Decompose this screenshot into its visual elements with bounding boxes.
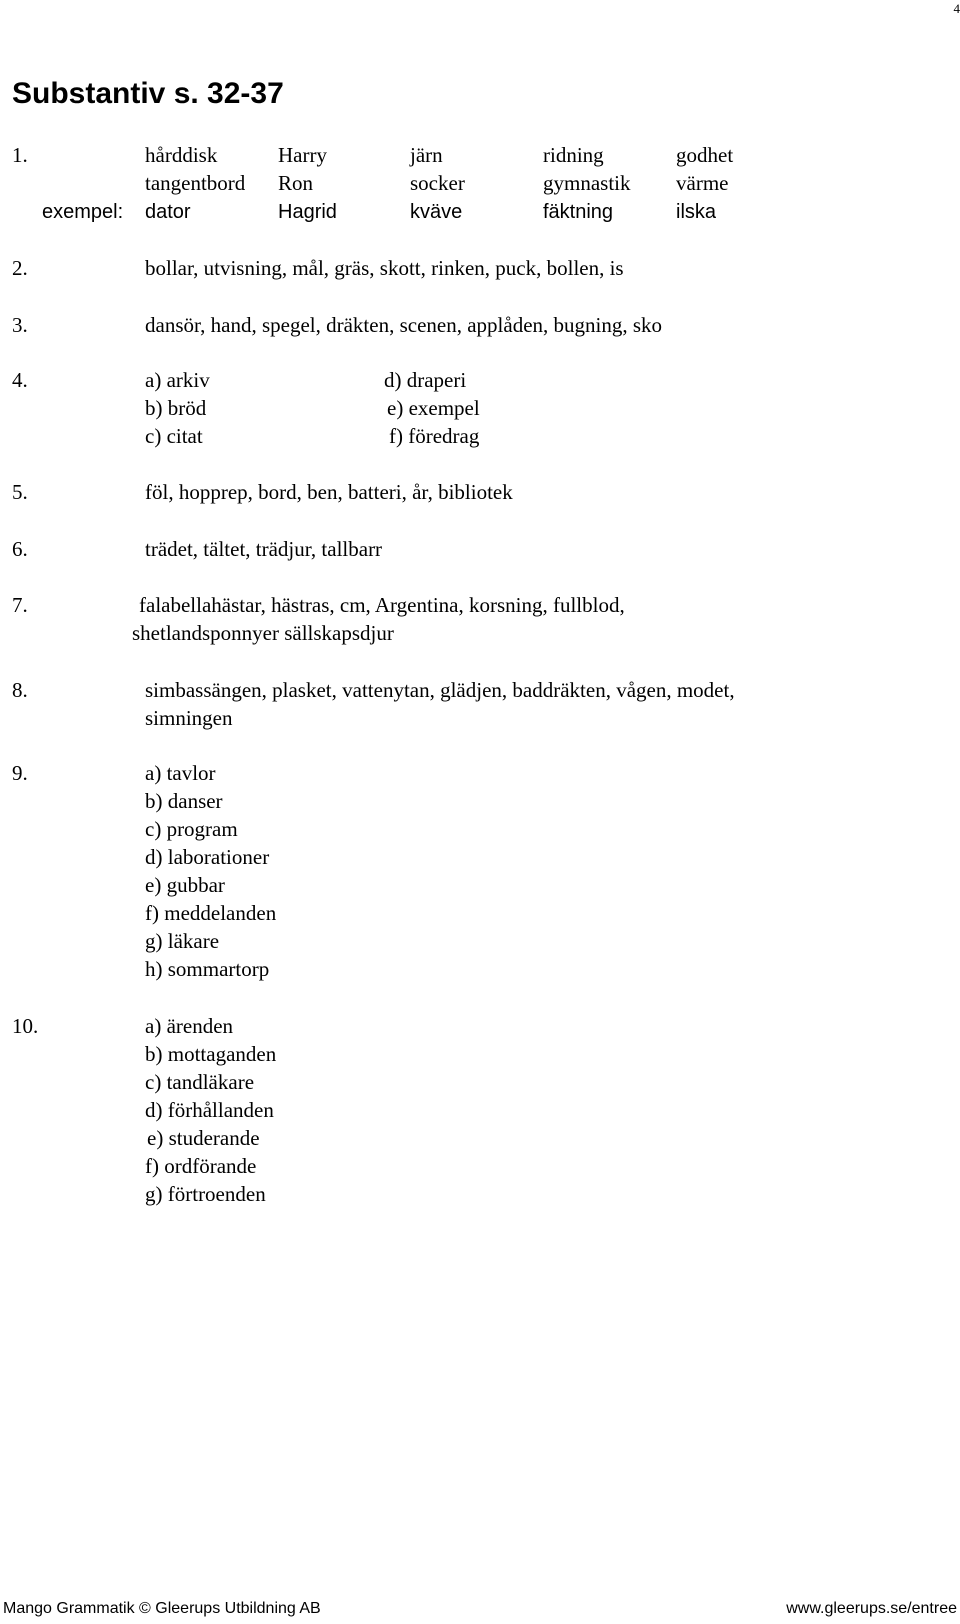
q1-example-word: dator [145,201,191,223]
q1-example-word: Hagrid [278,201,337,223]
q7-answer-line: falabellahästar, hästras, cm, Argentina, korsning, fullblod, [139,593,625,617]
q1-word: Ron [278,171,314,195]
q6-number: 6. [12,537,28,561]
footer-url: www.gleerups.se/entree [786,1600,957,1617]
q10-item: a) ärenden [145,1014,234,1038]
page-title: Substantiv s. 32-37 [12,77,284,110]
q9-number: 9. [12,761,28,785]
q7-number: 7. [12,593,28,617]
q2-number: 2. [12,256,28,280]
q9-item: a) tavlor [145,761,216,785]
q1-example-word: ilska [676,201,717,223]
q1-example-word: fäktning [543,201,614,223]
q3-answer: dansör, hand, spegel, dräkten, scenen, applåden, bugning, sko [145,313,663,337]
q4-number: 4. [12,368,28,392]
q1-word: järn [410,143,443,167]
q4-item: e) exempel [387,396,480,420]
footer-copyright: Mango Grammatik © Gleerups Utbildning AB [3,1600,321,1617]
q9-item: d) laborationer [145,845,270,869]
q10-item: d) förhållanden [145,1098,274,1122]
q10-item: f) ordförande [145,1154,257,1178]
q9-item: g) läkare [145,929,220,953]
q1-word: godhet [676,143,734,167]
q2-answer: bollar, utvisning, mål, gräs, skott, rinken, puck, bollen, is [145,256,624,280]
q1-word: värme [676,171,729,195]
q10-number: 10. [12,1014,39,1038]
q8-answer-line: simningen [145,706,233,730]
page-number: 4 [953,1,960,16]
q4-item: d) draperi [384,368,467,392]
q10-item: c) tandläkare [145,1070,255,1094]
q4-item: f) föredrag [389,424,480,448]
q1-example-word: kväve [410,201,463,223]
q1-example-label: exempel: [42,201,124,223]
q4-item: a) arkiv [145,368,210,392]
q1-word: socker [410,171,465,195]
q8-answer-line: simbassängen, plasket, vattenytan, glädjen, baddräkten, vågen, modet, [145,678,735,702]
q10-item: g) förtroenden [145,1182,266,1206]
q6-answer: trädet, tältet, trädjur, tallbarr [145,537,383,561]
q1-number: 1. [12,143,28,167]
q9-item: f) meddelanden [145,901,277,925]
q9-item: b) danser [145,789,223,813]
q5-number: 5. [12,480,28,504]
q4-item: c) citat [145,424,203,448]
q10-item: b) mottaganden [145,1042,277,1066]
q10-item: e) studerande [147,1126,260,1150]
q3-number: 3. [12,313,28,337]
q1-word: tangentbord [145,171,246,195]
q1-word: Harry [278,143,327,167]
q1-word: gymnastik [543,171,631,195]
q1-word: ridning [543,143,604,167]
q1-word: hårddisk [145,143,218,167]
q7-answer-line: shetlandsponnyer sällskapsdjur [132,621,394,645]
q9-item: c) program [145,817,238,841]
q5-answer: föl, hopprep, bord, ben, batteri, år, bibliotek [145,480,513,504]
q9-item: e) gubbar [145,873,225,897]
q8-number: 8. [12,678,28,702]
q9-item: h) sommartorp [145,957,270,981]
q4-item: b) bröd [145,396,207,420]
